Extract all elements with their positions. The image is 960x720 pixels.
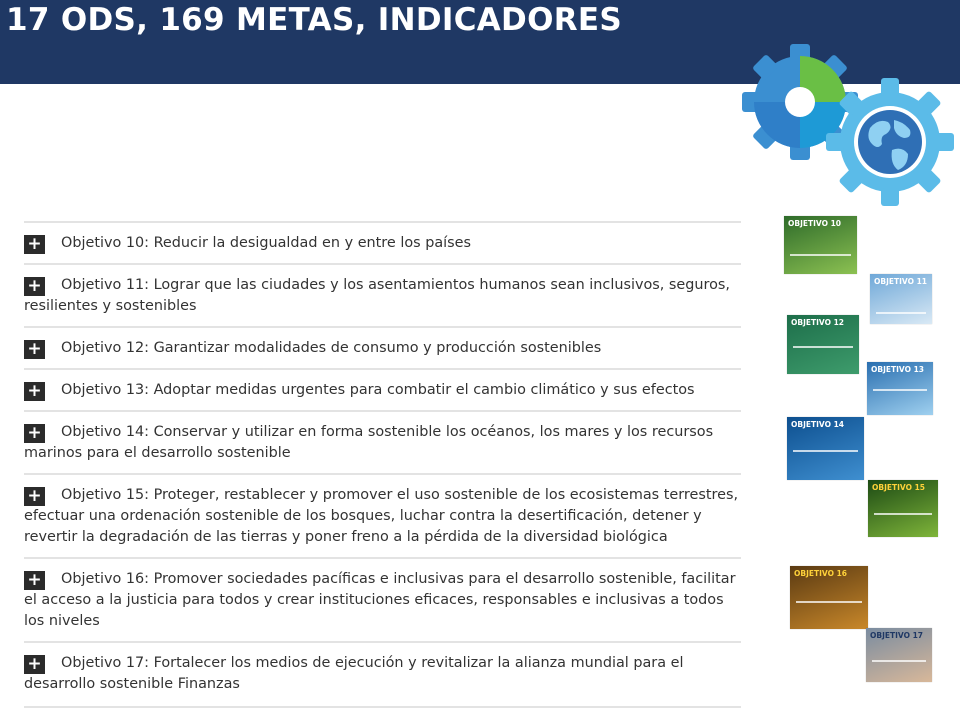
thumbnail-caption-lines [793,450,858,452]
objective-11-thumbnail[interactable] [870,274,932,324]
objective-text: Objetivo 17: Fortalecer los medios de ejecución y revitalizar la alianza mundial para el desarrollo sostenible Finanzas [24,655,684,692]
expand-button[interactable]: + [24,571,45,590]
objective-row-15[interactable] [24,473,741,557]
objective-row-12[interactable] [24,326,741,368]
expand-button[interactable]: + [24,487,45,506]
objective-12-thumbnail[interactable] [787,315,859,374]
objective-14-thumbnail[interactable] [787,417,864,480]
objective-text: Objetivo 12: Garantizar modalidades de consumo y producción sostenibles [61,340,602,356]
objective-text: Objetivo 15: Proteger, restablecer y promover el uso sostenible de los ecosistemas terrestres, efectuar una ordenación sostenible de los bosques, luchar contra la desertificación, detener y revertir la degradación de las tierras y poner freno a la pérdida de la diversidad biológica [24,487,739,545]
objective-row-13[interactable] [24,368,741,410]
thumbnail-caption-lines [872,660,926,662]
objective-row-10[interactable] [24,221,741,263]
objective-row-14[interactable] [24,410,741,473]
expand-button[interactable]: + [24,382,45,401]
objective-text: Objetivo 14: Conservar y utilizar en forma sostenible los océanos, los mares y los recursos marinos para el desarrollo sostenible [24,424,714,461]
objective-text: Objetivo 10: Reducir la desigualdad en y entre los países [61,235,472,251]
objective-row-16[interactable] [24,557,741,641]
thumbnail-label: OBJETIVO 13 [871,365,925,374]
page-title: 17 ODS, 169 METAS, INDICADORES [6,2,623,38]
thumbnail-label: OBJETIVO 14 [791,420,845,429]
thumbnail-label: OBJETIVO 10 [788,219,842,228]
thumbnail-label: OBJETIVO 17 [870,631,924,640]
thumbnail-caption-lines [873,389,927,391]
objective-15-thumbnail[interactable] [868,480,938,537]
thumbnail-caption-lines [793,346,853,348]
expand-button[interactable]: + [24,277,45,296]
thumbnail-caption-lines [876,312,926,314]
expand-button[interactable]: + [24,235,45,254]
thumbnail-label: OBJETIVO 11 [874,277,928,286]
puzzle-gears-globe-icon [742,42,954,208]
objective-row-17[interactable] [24,641,741,705]
list-divider [24,706,741,708]
thumbnail-caption-lines [790,254,851,256]
expand-button[interactable]: + [24,655,45,674]
thumbnail-label: OBJETIVO 16 [794,569,848,578]
objective-text: Objetivo 11: Lograr que las ciudades y los asentamientos humanos sean inclusivos, seguros, resilientes y sostenibles [24,277,730,314]
expand-button[interactable]: + [24,340,45,359]
objective-17-thumbnail[interactable] [866,628,932,682]
objective-16-thumbnail[interactable] [790,566,868,629]
expand-button[interactable]: + [24,424,45,443]
thumbnail-caption-lines [796,601,862,603]
objective-13-thumbnail[interactable] [867,362,933,415]
objective-text: Objetivo 13: Adoptar medidas urgentes para combatir el cambio climático y sus efectos [61,382,695,398]
objective-10-thumbnail[interactable] [784,216,857,274]
thumbnail-label: OBJETIVO 12 [791,318,845,327]
objective-row-11[interactable] [24,263,741,326]
thumbnail-caption-lines [874,513,932,515]
thumbnail-label: OBJETIVO 15 [872,483,926,492]
objective-text: Objetivo 16: Promover sociedades pacíficas e inclusivas para el desarrollo sostenible, facilitar el acceso a la justicia para todos y crear instituciones eficaces, responsables e inclusivas a todos los niveles [24,571,736,629]
